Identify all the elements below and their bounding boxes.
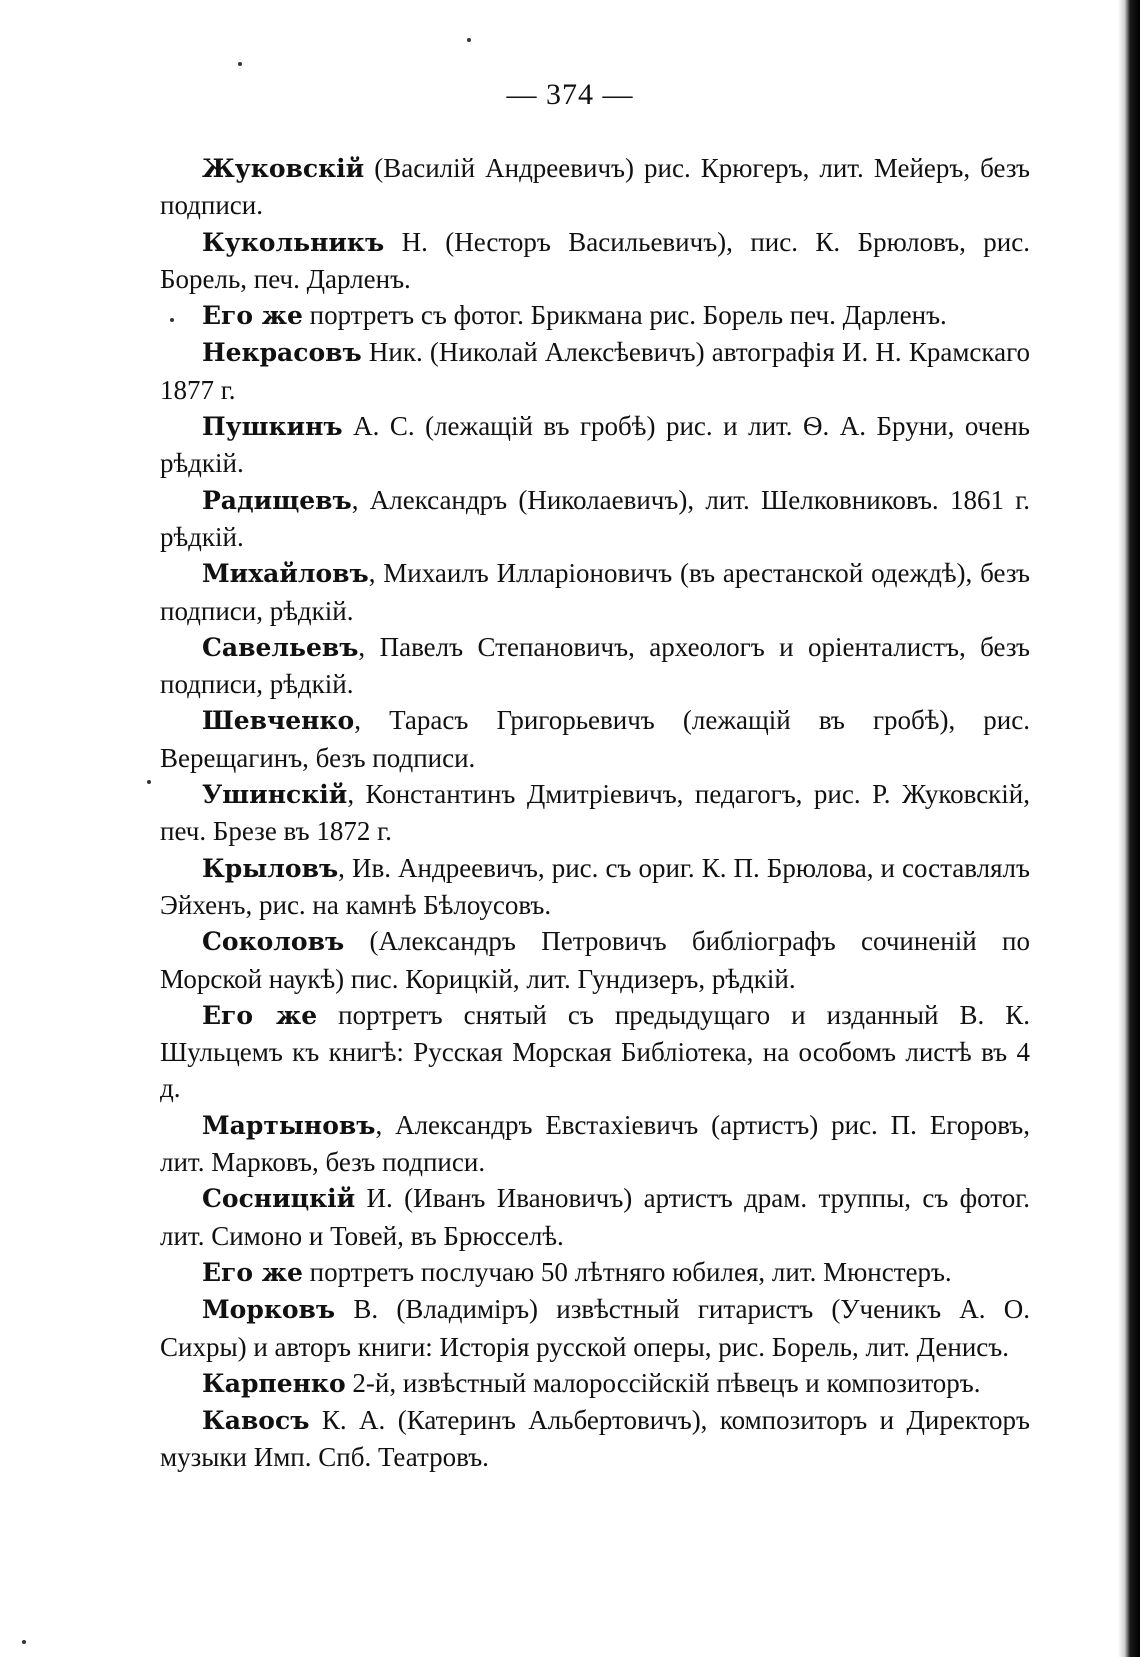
- catalog-entry: [160, 150, 1030, 224]
- catalog-entry: [160, 997, 1030, 1107]
- entry-text: , Константинъ Дмитріевичъ, педагогъ, рис. Р. Жуковскій, печ. Брезе въ 1872 г.: [160, 779, 1030, 847]
- entry-text: А. С. (лежащій въ гробѣ) рис. и лит. Ѳ. А. Бруни, очень рѣдкій.: [160, 411, 1030, 479]
- catalog-entry: [160, 1291, 1030, 1365]
- entry-text: К. А. (Катеринъ Альбертовичъ), композиторъ и Директоръ музыки Имп. Спб. Театровъ.: [160, 1405, 1030, 1473]
- catalog-entry: [160, 1180, 1030, 1254]
- entry-text: портретъ снятый съ предыдущаго и изданный В. К. Шульцемъ къ книгѣ: Русская Морская Библіотека, на особомъ листѣ въ 4 д.: [160, 999, 1030, 1104]
- entry-name: Радищевъ: [202, 485, 352, 515]
- catalog-entry: [160, 482, 1030, 556]
- entry-name: Сосницкій: [202, 1184, 356, 1214]
- catalog-entry: [160, 702, 1030, 776]
- catalog-entry: [160, 1402, 1030, 1476]
- catalog-entry: [160, 776, 1030, 850]
- catalog-entry: [160, 334, 1030, 408]
- entry-name: Мартыновъ: [202, 1110, 376, 1140]
- catalog-entry: [160, 629, 1030, 703]
- scan-speck: [22, 1640, 26, 1644]
- entry-text: , Тарасъ Григорьевичъ (лежащій въ гробѣ), рис. Верещагинъ, безъ подписи.: [160, 705, 1030, 773]
- entry-text: (Василій Андреевичъ) рис. Крюгеръ, лит. Мейеръ, безъ подписи.: [160, 153, 1030, 221]
- page-number: — 374 —: [506, 78, 634, 111]
- entry-text: портретъ послучаю 50 лѣтняго юбилея, лит. Мюнстеръ.: [302, 1256, 952, 1287]
- scan-speck: [238, 62, 242, 66]
- entry-name: Его же: [202, 1257, 303, 1287]
- catalog-entry: [160, 408, 1030, 482]
- entry-name: Его же: [202, 1000, 318, 1030]
- entry-name: Савельевъ: [202, 632, 359, 662]
- catalog-entry: [160, 1107, 1030, 1181]
- entry-name: Пушкинъ: [202, 412, 343, 442]
- entry-name: Его же: [202, 301, 303, 331]
- entry-text: , Ив. Андреевичъ, рис. съ ориг. К. П. Брюлова, и составлялъ Эйхенъ, рис. на камнѣ Бѣлоусовъ.: [160, 852, 1030, 920]
- entry-name: Кукольникъ: [202, 227, 385, 257]
- entry-text: В. (Владиміръ) извѣстный гитаристъ (Ученикъ А. О. Сихры) и авторъ книги: Исторія русской оперы, рис. Борель, лит. Денисъ.: [160, 1294, 1030, 1362]
- entry-text: портретъ съ фотог. Брикмана рис. Борель печ. Дарленъ.: [302, 300, 947, 331]
- entry-name: Кавосъ: [202, 1406, 310, 1436]
- entry-name: Морковъ: [202, 1295, 336, 1325]
- entry-name: Жуковскій: [202, 154, 365, 183]
- entry-name: Шевченко: [202, 706, 355, 736]
- scan-speck: [170, 318, 174, 322]
- entry-name: Карпенко: [202, 1368, 346, 1398]
- entry-text: Ник. (Николай Алексѣевичъ) автографія И. Н. Крамскаго 1877 г.: [160, 337, 1030, 405]
- entry-text: Н. (Несторъ Васильевичъ), пис. К. Брюловъ, рис. Борель, печ. Дарленъ.: [160, 226, 1030, 294]
- entry-name: Ушинскій: [202, 780, 348, 810]
- scan-speck: [467, 38, 471, 42]
- catalog-entry: [160, 224, 1030, 298]
- entry-text: , Михаилъ Илларіоновичъ (въ арестанской одеждѣ), безъ подписи, рѣдкій.: [160, 558, 1030, 626]
- catalog-entry: [160, 1365, 1030, 1402]
- catalog-entry: [160, 297, 1030, 334]
- scan-speck: [147, 780, 151, 784]
- entry-text: 2-й, извѣстный малороссійскій пѣвецъ и композиторъ.: [345, 1367, 981, 1398]
- catalog-entry: [160, 850, 1030, 924]
- catalog-entry: [160, 923, 1030, 997]
- entry-name: Некрасовъ: [202, 338, 362, 368]
- entry-text: , Александръ (Николаевичъ), лит. Шелковниковъ. 1861 г. рѣдкій.: [160, 484, 1030, 552]
- entry-text: , Александръ Евстахіевичъ (артистъ) рис. П. Егоровъ, лит. Марковъ, безъ подписи.: [160, 1109, 1030, 1178]
- entry-name: Михайловъ: [202, 559, 369, 589]
- entry-name: Крыловъ: [202, 853, 339, 883]
- entry-name: Соколовъ: [202, 927, 345, 957]
- scan-edge-shadow: [1118, 0, 1140, 1657]
- catalog-entry: [160, 1254, 1030, 1291]
- catalog-entry: [160, 555, 1030, 629]
- catalog-text: [160, 150, 1030, 1476]
- entry-text: (Александръ Петровичъ библіографъ сочиненій по Морской наукѣ) пис. Корицкій, лит. Гундизеръ, рѣдкій.: [160, 926, 1030, 994]
- entry-text: , Павелъ Степановичъ, археологъ и оріенталистъ, безъ подписи, рѣдкій.: [160, 631, 1030, 700]
- entry-text: И. (Иванъ Ивановичъ) артистъ драм. труппы, съ фотог. лит. Симоно и Товей, въ Брюсселѣ.: [160, 1183, 1030, 1251]
